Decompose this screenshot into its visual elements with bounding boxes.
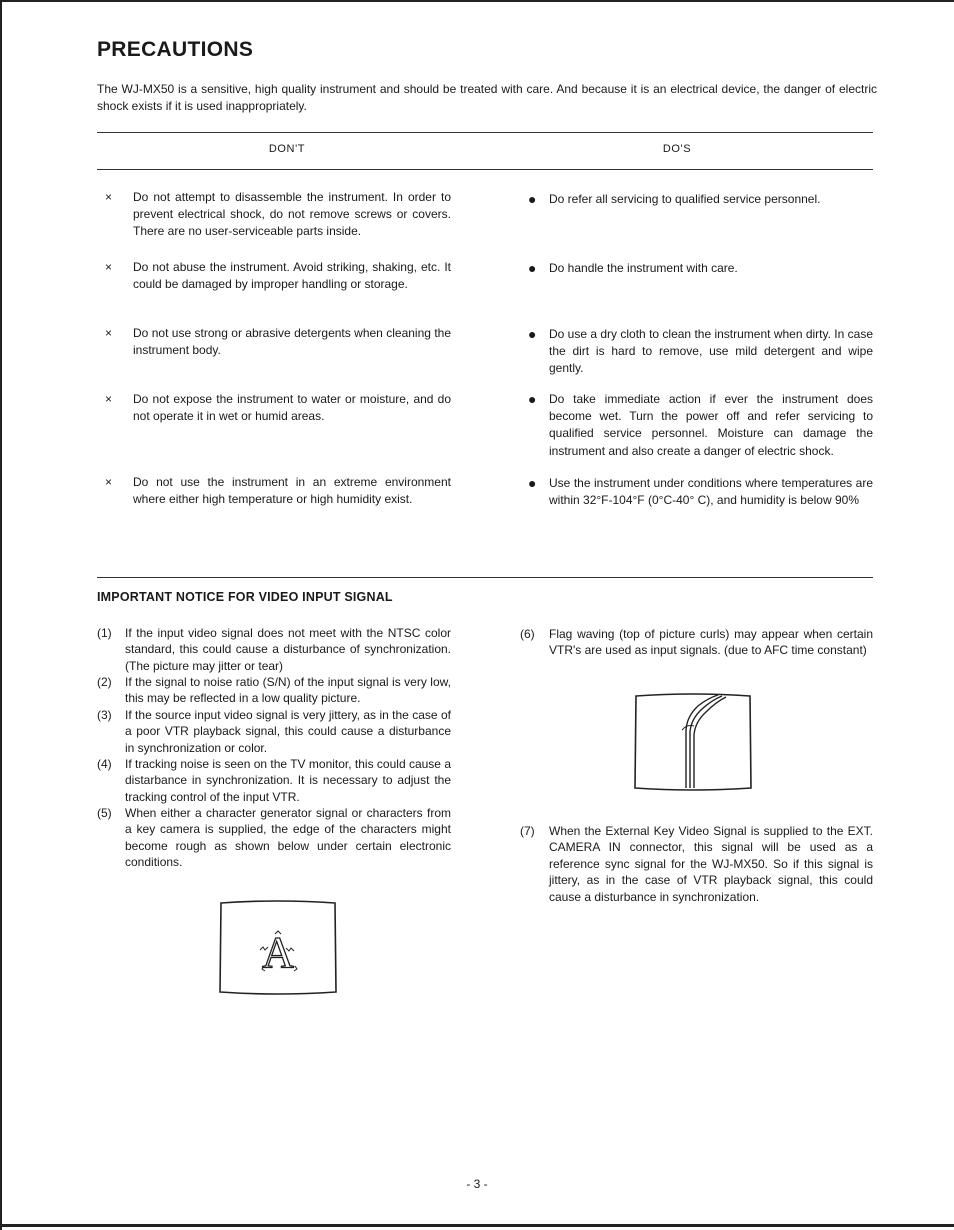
dont-item-text: Do not attempt to disassemble the instrument. In order to prevent electrical shock, do not remove screws or covers. There are no user-serviceable parts inside. (133, 190, 451, 239)
page-border-left (0, 0, 2, 1230)
flag-waving-illustration (630, 690, 756, 794)
page-border-top (0, 0, 954, 2)
notice-number: (6) (520, 627, 535, 641)
dos-column-header: DO'S (662, 143, 692, 155)
notice-number: (1) (97, 626, 112, 640)
page-border-bottom (0, 1224, 954, 1227)
notice-number: (2) (97, 675, 112, 689)
dos-item-text: Do refer all servicing to qualified service personnel. (549, 192, 821, 206)
page-title: PRECAUTIONS (97, 38, 254, 61)
bullet-marker: ● (528, 326, 537, 342)
notice-number: (7) (520, 824, 535, 838)
notice-text: If the signal to noise ratio (S/N) of the input signal is very low, this may be reflected in a low quality picture. (125, 675, 451, 706)
dont-item-text: Do not abuse the instrument. Avoid striking, shaking, etc. It could be damaged by improper handling or storage. (133, 260, 451, 292)
dos-item-text: Use the instrument under conditions where temperatures are within 32°F-104°F (0°C-40° C), and humidity is below 90% (549, 476, 873, 508)
dont-item-text: Do not expose the instrument to water or moisture, and do not operate it in wet or humid areas. (133, 392, 451, 424)
notice-text: If the input video signal does not meet with the NTSC color standard, this could cause a disturbance of synchronization. (The picture may jitter or tear) (125, 626, 451, 673)
dont-item-text: Do not use the instrument in an extreme environment where either high temperature or high humidity exist. (133, 475, 451, 507)
page-number: - 3 - (466, 1177, 488, 1191)
notice-number: (3) (97, 708, 112, 722)
dos-item-text: Do handle the instrument with care. (549, 261, 738, 275)
notice-text: If tracking noise is seen on the TV monitor, this could cause a distarbance in synchronization. It is necessary to adjust the tracking control of the input VTR. (125, 757, 451, 804)
bullet-marker: ● (528, 191, 537, 207)
dos-item-text: Do use a dry cloth to clean the instrument when dirty. In case the dirt is hard to remove, use mild detergent and wipe gently. (549, 327, 873, 376)
notice-number: (4) (97, 757, 112, 771)
notice-heading: IMPORTANT NOTICE FOR VIDEO INPUT SIGNAL (97, 590, 393, 604)
section-divider (97, 577, 873, 578)
bullet-marker: ● (528, 391, 537, 407)
intro-paragraph: The WJ-MX50 is a sensitive, high quality instrument and should be treated with care. And because it is an electrical device, the danger of electric shock exists if it is used inappropriately. (97, 82, 877, 113)
dont-item-text: Do not use strong or abrasive detergents when cleaning the instrument body. (133, 326, 451, 358)
bullet-marker: ● (528, 260, 537, 276)
cross-marker: × (105, 392, 113, 406)
bullet-marker: ● (528, 475, 537, 491)
dont-column-header: DON'T (268, 143, 306, 155)
cross-marker: × (105, 326, 113, 340)
notice-text: If the source input video signal is very jittery, as in the case of a poor VTR playback signal, this could cause a disturbance in synchronization or color. (125, 708, 451, 755)
table-top-rule (97, 132, 873, 133)
dos-item-text: Do take immediate action if ever the instrument does become wet. Turn the power off and refer servicing to qualified service personnel. Moisture can damage the instrument and also create a danger of electric shock. (549, 392, 873, 458)
notice-text: When either a character generator signal or characters from a key camera is supplied, the edge of the characters might become rough as shown below under certain electronic conditions. (125, 806, 451, 870)
rough-character-illustration (217, 898, 339, 998)
cross-marker: × (105, 190, 113, 204)
character-letter: A (262, 928, 294, 977)
notice-text: Flag waving (top of picture curls) may appear when certain VTR's are used as input signals. (due to AFC time constant) (549, 627, 873, 658)
cross-marker: × (105, 260, 113, 274)
cross-marker: × (105, 475, 113, 489)
notice-text: When the External Key Video Signal is supplied to the EXT. CAMERA IN connector, this signal will be used as a reference sync signal for the WJ-MX50. So if this signal is jittery, as in the case of VTR playback signal, this could cause a disturbance in synchronization. (549, 824, 873, 904)
notice-number: (5) (97, 806, 112, 820)
table-header-rule (97, 169, 873, 170)
